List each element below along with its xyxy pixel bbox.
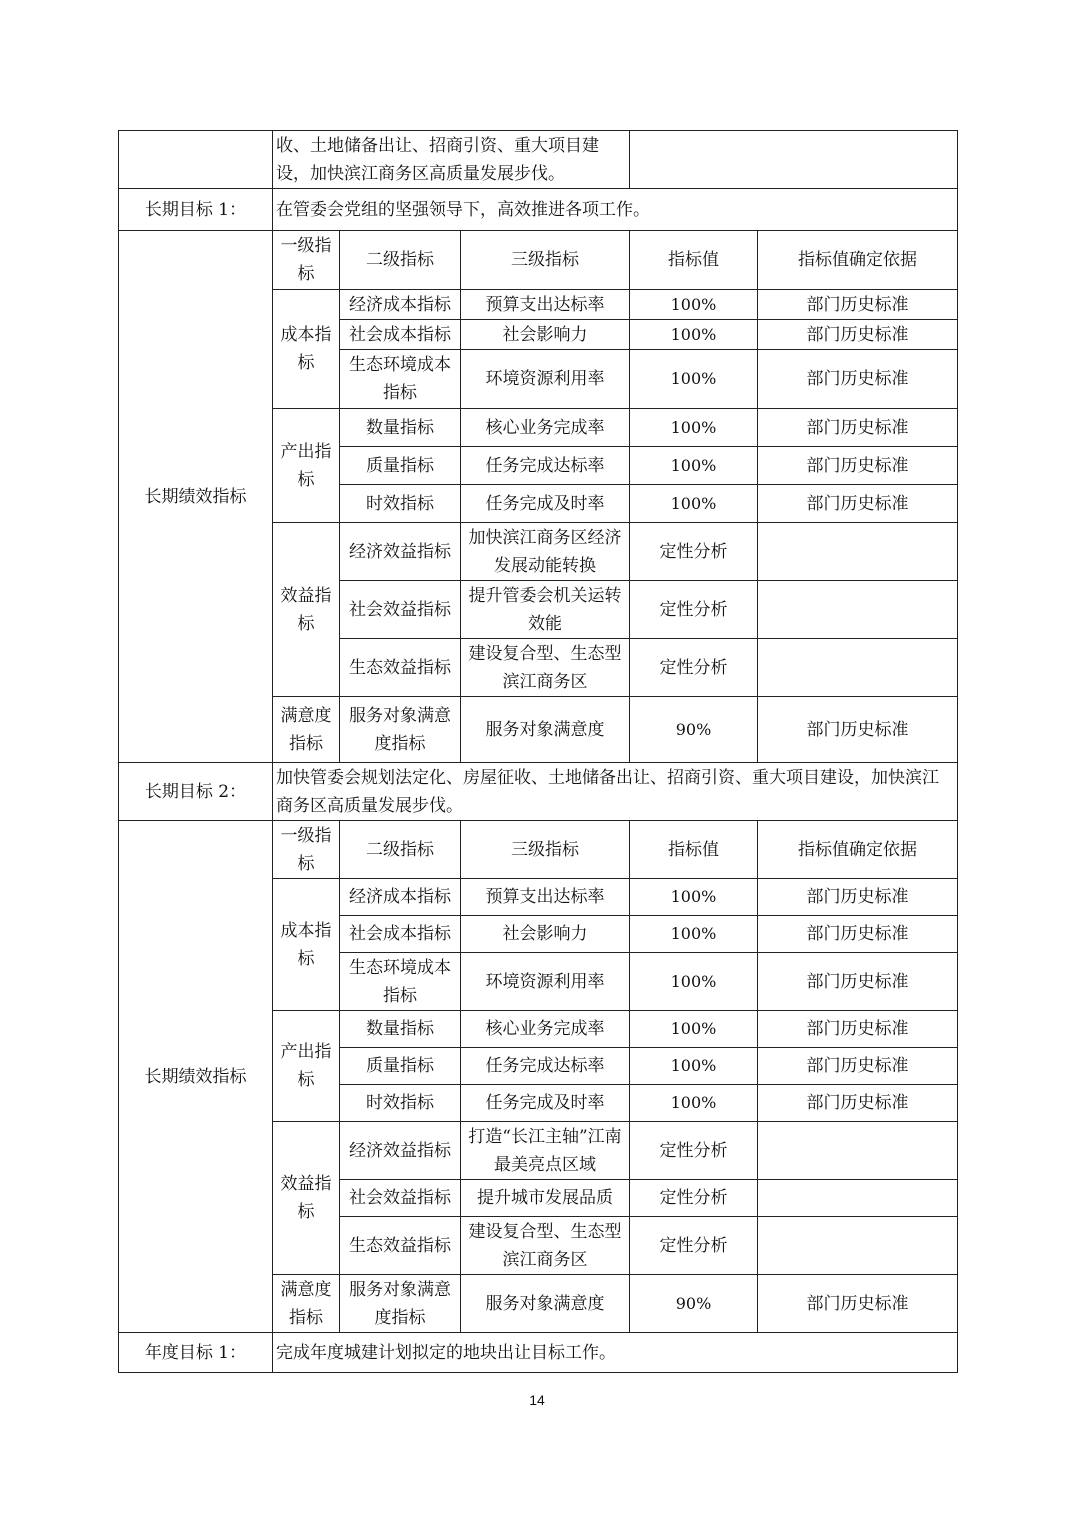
basis: 部门历史标准 [758, 953, 958, 1011]
group-benefit: 效益指标 [273, 1122, 340, 1275]
value: 定性分析 [630, 1122, 758, 1180]
basis: 部门历史标准 [758, 879, 958, 916]
l3: 任务完成达标率 [461, 447, 630, 485]
l2: 生态环境成本指标 [340, 953, 461, 1011]
value: 100% [630, 1048, 758, 1085]
l3: 提升管委会机关运转效能 [461, 581, 630, 639]
group-satisfaction: 满意度指标 [273, 697, 340, 763]
basis: 部门历史标准 [758, 1011, 958, 1048]
l3: 社会影响力 [461, 320, 630, 350]
l3: 打造“长江主轴”江南最美亮点区域 [461, 1122, 630, 1180]
header-level1: 一级指标 [273, 231, 340, 290]
l3: 加快滨江商务区经济发展动能转换 [461, 523, 630, 581]
value: 定性分析 [630, 581, 758, 639]
annual1-label: 年度目标 1： [119, 1333, 273, 1373]
group-cost: 成本指标 [273, 290, 340, 409]
l3: 任务完成及时率 [461, 485, 630, 523]
l3: 服务对象满意度 [461, 1275, 630, 1333]
l3: 建设复合型、生态型滨江商务区 [461, 1217, 630, 1275]
l2: 质量指标 [340, 447, 461, 485]
page-number: 14 [529, 1392, 545, 1408]
l2: 经济效益指标 [340, 523, 461, 581]
goal1-text: 在管委会党组的坚强领导下，高效推进各项工作。 [273, 189, 958, 231]
perf-label-2: 长期绩效指标 [119, 821, 273, 1333]
l3: 环境资源利用率 [461, 953, 630, 1011]
l2: 经济效益指标 [340, 1122, 461, 1180]
value: 定性分析 [630, 1180, 758, 1217]
basis [758, 523, 958, 581]
value: 100% [630, 1085, 758, 1122]
value: 100% [630, 447, 758, 485]
basis [758, 1180, 958, 1217]
value: 100% [630, 1011, 758, 1048]
l2: 数量指标 [340, 409, 461, 447]
l2: 数量指标 [340, 1011, 461, 1048]
basis: 部门历史标准 [758, 290, 958, 320]
l2: 经济成本指标 [340, 879, 461, 916]
group-output: 产出指标 [273, 1011, 340, 1122]
l3: 预算支出达标率 [461, 290, 630, 320]
header-value: 指标值 [630, 231, 758, 290]
value: 100% [630, 409, 758, 447]
header-basis: 指标值确定依据 [758, 821, 958, 879]
goal2-label: 长期目标 2： [119, 763, 273, 821]
l3: 环境资源利用率 [461, 350, 630, 409]
header-value: 指标值 [630, 821, 758, 879]
value: 100% [630, 879, 758, 916]
basis: 部门历史标准 [758, 447, 958, 485]
l2: 社会效益指标 [340, 581, 461, 639]
l3: 任务完成及时率 [461, 1085, 630, 1122]
header-level3: 三级指标 [461, 231, 630, 290]
header-level1: 一级指标 [273, 821, 340, 879]
basis: 部门历史标准 [758, 350, 958, 409]
l2: 时效指标 [340, 485, 461, 523]
l2: 社会成本指标 [340, 916, 461, 953]
l2: 质量指标 [340, 1048, 461, 1085]
basis [758, 1122, 958, 1180]
top-empty-cell [119, 131, 273, 189]
value: 100% [630, 320, 758, 350]
l2: 社会成本指标 [340, 320, 461, 350]
perf-label-1: 长期绩效指标 [119, 231, 273, 763]
l3: 服务对象满意度 [461, 697, 630, 763]
basis: 部门历史标准 [758, 1275, 958, 1333]
l3: 任务完成达标率 [461, 1048, 630, 1085]
group-benefit: 效益指标 [273, 523, 340, 697]
performance-table [118, 130, 958, 1373]
continued-text: 收、土地储备出让、招商引资、重大项目建设，加快滨江商务区高质量发展步伐。 [273, 131, 630, 189]
group-cost: 成本指标 [273, 879, 340, 1011]
l2: 生态效益指标 [340, 639, 461, 697]
l3: 核心业务完成率 [461, 409, 630, 447]
value: 定性分析 [630, 523, 758, 581]
l2: 服务对象满意度指标 [340, 1275, 461, 1333]
annual1-text: 完成年度城建计划拟定的地块出让目标工作。 [273, 1333, 958, 1373]
header-basis: 指标值确定依据 [758, 231, 958, 290]
basis: 部门历史标准 [758, 485, 958, 523]
value: 100% [630, 953, 758, 1011]
l3: 预算支出达标率 [461, 879, 630, 916]
l2: 生态环境成本指标 [340, 350, 461, 409]
l3: 核心业务完成率 [461, 1011, 630, 1048]
value: 定性分析 [630, 1217, 758, 1275]
group-output: 产出指标 [273, 409, 340, 523]
header-level2: 二级指标 [340, 231, 461, 290]
goal2-text: 加快管委会规划法定化、房屋征收、土地储备出让、招商引资、重大项目建设，加快滨江商务区高质量发展步伐。 [273, 763, 958, 821]
basis: 部门历史标准 [758, 1085, 958, 1122]
goal1-label: 长期目标 1： [119, 189, 273, 231]
basis [758, 581, 958, 639]
basis: 部门历史标准 [758, 697, 958, 763]
l2: 生态效益指标 [340, 1217, 461, 1275]
header-level2: 二级指标 [340, 821, 461, 879]
basis: 部门历史标准 [758, 916, 958, 953]
value: 100% [630, 485, 758, 523]
group-satisfaction: 满意度指标 [273, 1275, 340, 1333]
header-level3: 三级指标 [461, 821, 630, 879]
basis [758, 639, 958, 697]
value: 100% [630, 350, 758, 409]
value: 100% [630, 916, 758, 953]
basis: 部门历史标准 [758, 1048, 958, 1085]
value: 90% [630, 1275, 758, 1333]
l2: 社会效益指标 [340, 1180, 461, 1217]
l3: 建设复合型、生态型滨江商务区 [461, 639, 630, 697]
l3: 社会影响力 [461, 916, 630, 953]
value: 90% [630, 697, 758, 763]
value: 定性分析 [630, 639, 758, 697]
value: 100% [630, 290, 758, 320]
l2: 时效指标 [340, 1085, 461, 1122]
l2: 服务对象满意度指标 [340, 697, 461, 763]
basis [758, 1217, 958, 1275]
top-empty-cell-right [630, 131, 958, 189]
basis: 部门历史标准 [758, 320, 958, 350]
l2: 经济成本指标 [340, 290, 461, 320]
l3: 提升城市发展品质 [461, 1180, 630, 1217]
basis: 部门历史标准 [758, 409, 958, 447]
